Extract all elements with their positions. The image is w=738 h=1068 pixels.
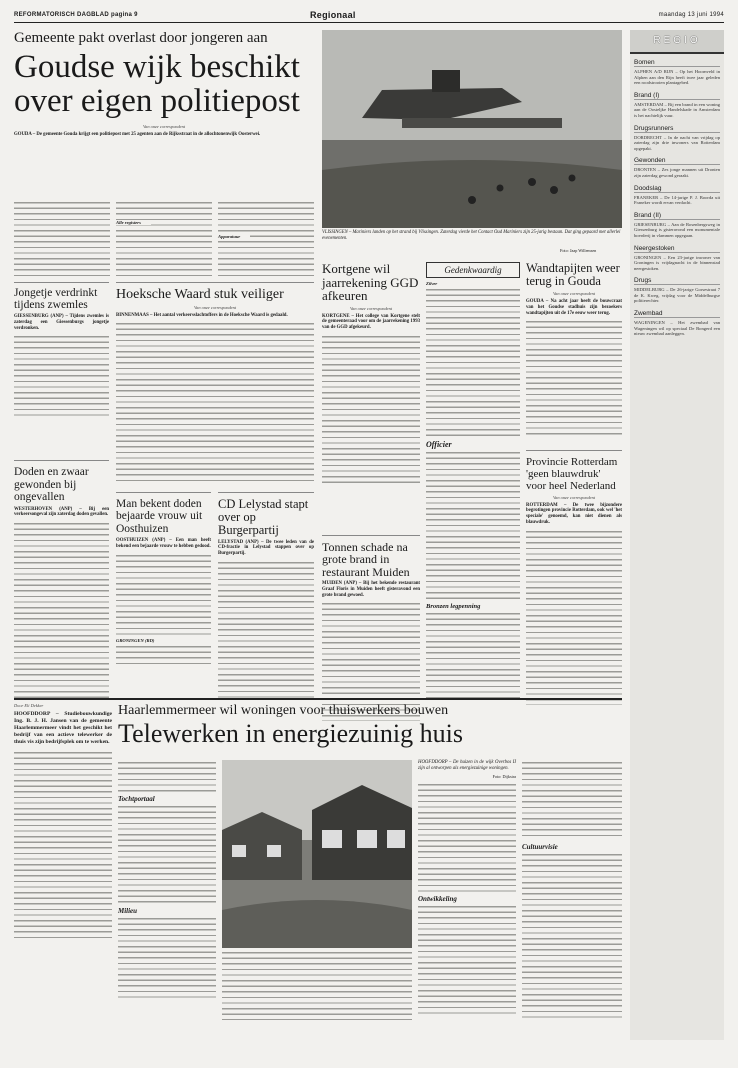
doden-body bbox=[14, 521, 109, 701]
kortgene-body bbox=[322, 334, 420, 484]
regio-item-head: Gewonden bbox=[634, 157, 720, 165]
tonnen-lead: MUIDEN (ANP) – Bij het bekende restaurant Graaf Floris in Muiden heeft gisteravond een grote brand gewoed. bbox=[322, 581, 420, 598]
regio-item-head: Bomen bbox=[634, 59, 720, 67]
regio-item-head: Drugsrunners bbox=[634, 125, 720, 133]
regio-item-text: GRONINGEN – Een 23-jarige inwoner van Groningen is vrijdagnacht in de binnenstad neergestoken. bbox=[634, 254, 720, 271]
gedenkwaardig-sub3: Bronzen legpenning bbox=[426, 603, 481, 610]
regio-item-text: GRIESENBURG – Aan de Rosenbergsweg in Giessenburg is gisteravond een monumentale boerderij in vlammen opgegaan. bbox=[634, 221, 720, 238]
provincie-lead: ROTTERDAM – De twee bijzondere begrotingen provincie Rotterdam, ook wel 'het speciale' genoemd, kan niet dienen als blauwdruk. bbox=[526, 502, 622, 525]
hoeksche-lead: BINNENMAAS – Het aantal verkeersslachtoffers in de Hoeksche Waard is gedaald. bbox=[116, 312, 288, 318]
main-byline: Van onze correspondent bbox=[142, 124, 186, 129]
houses-photo-image bbox=[222, 760, 412, 948]
bottom-subhead-1: Tochtportaal bbox=[118, 795, 155, 803]
bottom-headline: Telewerken in energiezuinig huis bbox=[118, 719, 463, 748]
hoeksche-headline: Hoeksche Waard stuk veiliger bbox=[116, 286, 284, 302]
bejaarde-lead: OOSTHUIZEN (ANP) – Een man heeft bekend een bejaarde vrouw te hebben gedood. bbox=[116, 538, 211, 549]
gedenkwaardig-sub1: Zilver bbox=[426, 281, 438, 286]
wandtapijten-body bbox=[526, 319, 622, 437]
kortgene-byline: Van onze correspondent bbox=[349, 305, 393, 311]
tonnen-headline: Tonnen schade na grote brand in restaurant Muiden bbox=[322, 539, 410, 579]
bottom-kicker: Haarlemmermeer wil woningen voor thuiswerkers bouwen bbox=[118, 703, 449, 718]
photo-caption: VLISSINGEN – Mariniers landen op het strand bij Vlissingen. Zaterdag vierde het Contact Oud Mariniers zijn 25-jarig bestaan. Dat ging gepaard met allerlei evenementen. bbox=[322, 230, 621, 241]
bottom-subhead-4: Ontwikkeling bbox=[418, 894, 457, 903]
bottom-subhead-3: Cultuurvisie bbox=[522, 843, 558, 851]
bottom-lead: HOOFDDORP – Studiebouwkundige Ing. B. J. H. Jansen van de gemeente Haarlemmermeer vindt het geschikt het bedrijf van een actieve telewerker de thuis vis zijn bedrijfsplek om te werken. bbox=[14, 711, 112, 745]
bejaarde-caption-label: GRONINGEN (RD) bbox=[116, 637, 155, 643]
hoeksche-body bbox=[116, 321, 314, 481]
marines-photo bbox=[322, 30, 622, 228]
regio-item-head: Zwembad bbox=[634, 310, 720, 318]
regio-item-head: Brand (II) bbox=[634, 212, 720, 220]
wandtapijten-lead: GOUDA – Na acht jaar heeft de bouwcraat van het Goudse stadhuis zijn bezoekers wandtapijten uit de 17e eeuw weer terug. bbox=[526, 299, 622, 316]
provincie-headline: Provincie Rotterdam 'geen blauwdruk' voor heel Nederland bbox=[526, 455, 618, 492]
provincie-body bbox=[526, 529, 622, 705]
cd-lead: LELYSTAD (ANP) – De twee leden van de CD-fractie in Lelystad stappen over op Burgerpartij. bbox=[218, 539, 314, 557]
main-body bbox=[14, 200, 314, 278]
regio-item-head: Brand (I) bbox=[634, 92, 720, 100]
regio-item-head: Drugs bbox=[634, 277, 720, 285]
section-title: Regionaal bbox=[310, 10, 356, 20]
cd-headline: CD Lelystad stapt over op Burgerpartij bbox=[218, 496, 309, 537]
regio-item-text: AMSTERDAM – Bij een brand in een woning aan de Oosteljke Handelskade in Amsterdam is het nachtelijk vuur. bbox=[634, 101, 720, 118]
jongetje-body bbox=[14, 334, 109, 416]
paper-name: REFORMATORISCH DAGBLAD pagina 9 bbox=[14, 12, 138, 18]
regio-item-text: WAGENINGEN – Het zwembad van Wageningen wil op speciaal De Bongerd een nieuw zwembad aanleggen. bbox=[634, 320, 720, 337]
bottom-body-photo-below bbox=[222, 950, 412, 1020]
regio-item-text: DRONTEN – Zes jonge mannen uit Dronten zijn zaterdag gewond geraakt. bbox=[634, 167, 720, 178]
houses-photo bbox=[222, 760, 412, 948]
kortgene-headline: Kortgene wil jaarrekening GGD afkeuren bbox=[322, 261, 419, 303]
doden-lead: WESTERHOVEN (ANP) – Bij een verkeersongeval zijn zaterdag doden gevallen. bbox=[14, 506, 109, 518]
jongetje-lead: GIESSENBURG (ANP) – Tijdens zwemles is zaterdag een Giessenburgs jongetje verdronken. bbox=[14, 314, 109, 331]
houses-credit: Foto: Dijkstra bbox=[492, 773, 516, 779]
bejaarde-headline: Man bekent doden bejaarde vrouw uit Oosthuizen bbox=[116, 497, 203, 535]
jongetje-headline: Jongetje verdrinkt tijdens zwemles bbox=[14, 287, 98, 311]
main-lead: GOUDA – De gemeente Gouda krijgt een politiepost met 25 agenten aan de Rijksstraat in de allochtonenwijk Oosterwei. bbox=[14, 132, 261, 137]
provincie-byline: Van onze correspondent bbox=[552, 494, 596, 500]
doden-headline: Doden en zwaar gewonden bij ongevallen bbox=[14, 466, 89, 503]
bejaarde-body bbox=[116, 553, 211, 635]
wandtapijten-headline: Wandtapijten weer terug in Gouda bbox=[526, 261, 620, 288]
header-rule bbox=[14, 22, 724, 23]
main-subhead-2: Apparatuur bbox=[218, 234, 250, 239]
wandtapijten-byline: Van onze correspondent bbox=[552, 291, 596, 296]
hoeksche-byline: Van onze correspondent bbox=[193, 304, 237, 310]
regio-item-text: DORDRECHT – In de nacht van vrijdag op zaterdag zijn drie inwoners van Rotterdam opgepakt. bbox=[634, 134, 720, 151]
main-subhead-1: Alle registers bbox=[116, 220, 151, 225]
main-kicker: Gemeente pakt overlast door jongeren aan bbox=[14, 30, 268, 46]
regio-item-text: MIDDELBURG – De 26-jarige Gorsestraat 7 de K. Kweg, vrijdag voor de Middelburgse politierechter. bbox=[634, 287, 720, 304]
photo-credit: Foto: Jaap Willemsen bbox=[560, 248, 597, 253]
gedenkwaardig-sub2: Officier bbox=[426, 440, 452, 449]
gedenkwaardig-label: Gedenkwaardig bbox=[426, 262, 520, 278]
regio-item-text: ALPHEN A/D RIJN – Op het Hoornveld in Alphen aan den Rijn heeft twee jaar geleden een roodstrooien plantagebed. bbox=[634, 69, 720, 86]
regio-item-head: Doodslag bbox=[634, 185, 720, 193]
bottom-byline: Door Eli Dekker bbox=[14, 703, 44, 708]
regio-title: REGIO bbox=[630, 30, 724, 54]
regio-item-head: Neergestoken bbox=[634, 245, 720, 253]
houses-caption: HOOFDDORP – De huizen in de wijk Overbos II zijn al ontworpen als energiezuinige woningen. bbox=[418, 760, 516, 771]
main-headline: Goudse wijk beschikt over eigen politiepost bbox=[14, 49, 300, 119]
marines-photo-image bbox=[322, 30, 622, 228]
kortgene-lead: KORTGENE – Het college van Kortgene stelt de gemeenteraad voor om de jaarrekening 1993 van de GGD afgekeurd. bbox=[322, 313, 420, 331]
bottom-body-1 bbox=[14, 750, 112, 940]
regio-item-text: FRANEKER – De 14-jarige P. J. Boorda uit Franeker wordt ervan verdacht. bbox=[634, 194, 720, 206]
bottom-subhead-2: Milieu bbox=[118, 907, 138, 915]
cd-body bbox=[218, 560, 314, 700]
regio-sidebar bbox=[630, 30, 724, 1040]
page-date: maandag 13 juni 1994 bbox=[658, 12, 724, 18]
